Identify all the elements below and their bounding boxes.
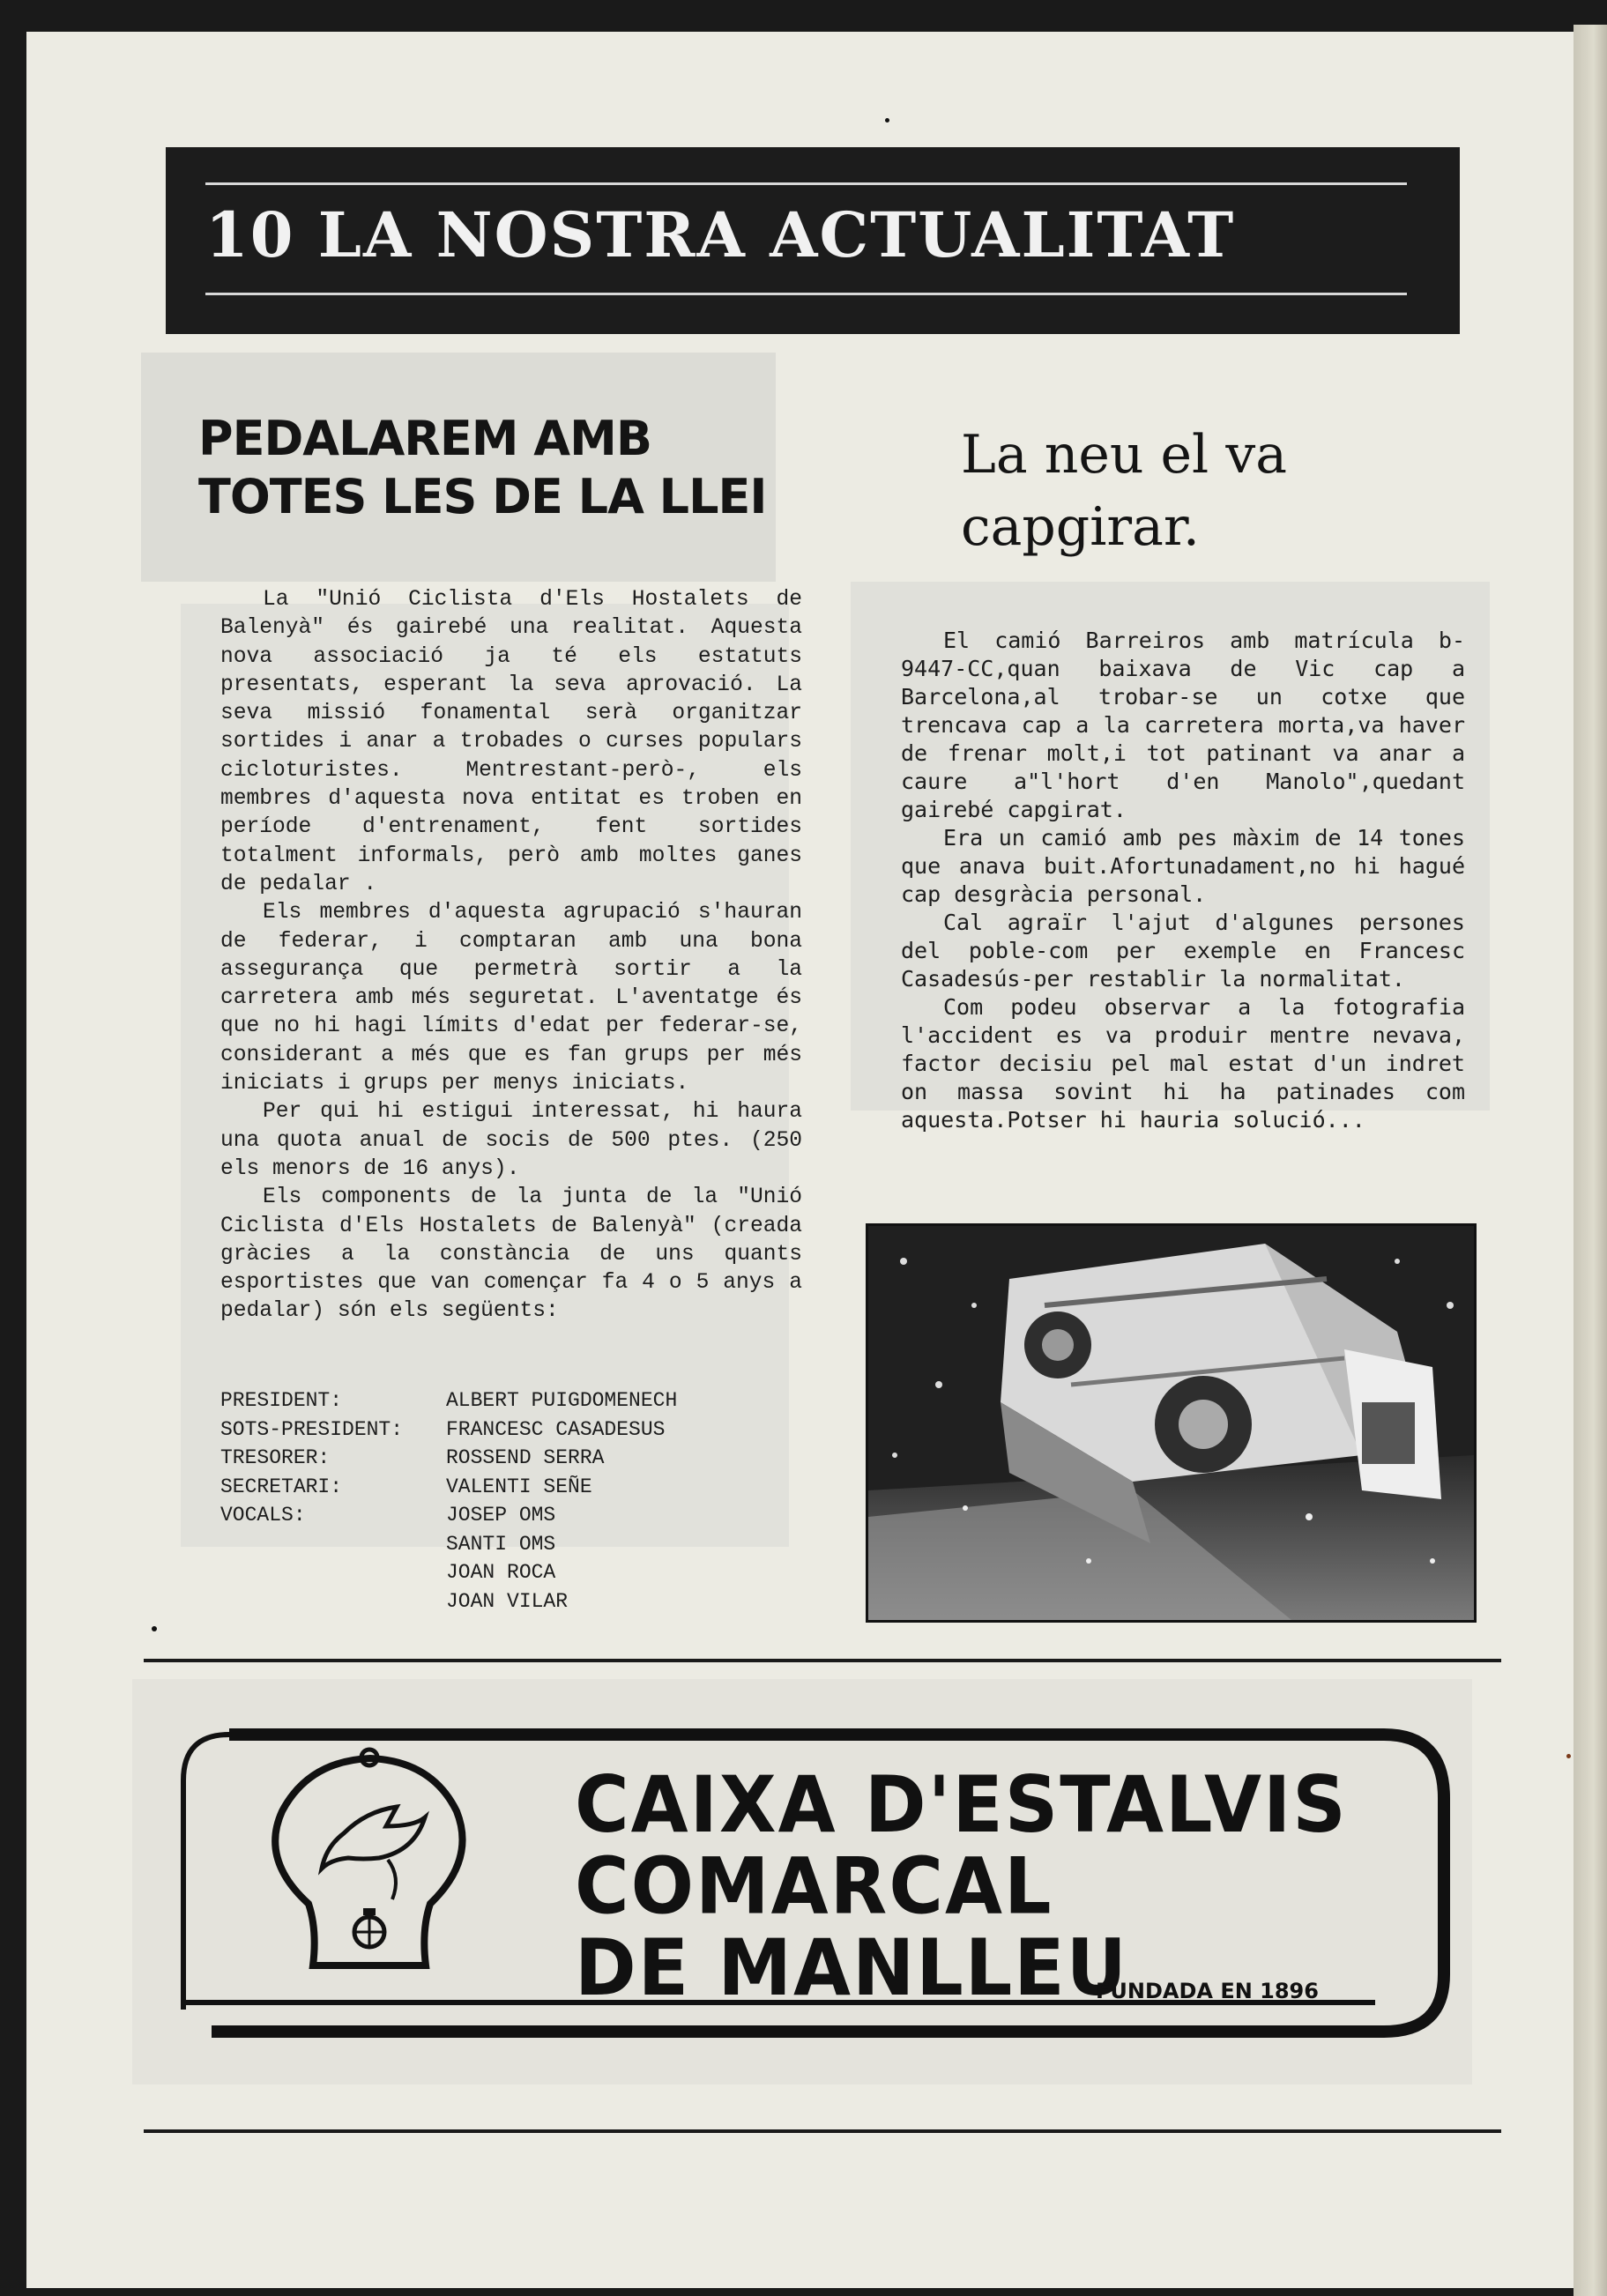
roster-role [220,1530,446,1559]
truck-photo-drawing [868,1226,1474,1620]
left-article-body [220,586,802,1326]
right-paragraph: El camió Barreiros amb matrícula b-9447-CC,quan baixava de Vic cap a Barcelona,al trobar-se un cotxe que trencava cap a la carretera morta,va haver de frenar molt,i tot patinant va anar a caure a"l'hort d'en Manolo",quedant gairebé capgirat. [901,628,1465,822]
roster-row [220,1473,802,1502]
roster-role: SOTS-PRESIDENT: [220,1417,404,1441]
roster-name: JOAN ROCA [446,1561,556,1584]
divider-top [144,1659,1501,1662]
roster-role: TRESORER: [220,1446,331,1469]
left-paragraph: Els membres d'aquesta agrupació s'hauran de federar, i comptaran amb una bona assegurança que permetrà sortir a la carretera amb més seguretat. L'aventatge és que no hi hagi límits d'edat per federar-se, considerant a més que es fan grups per més iniciats i grups per menys iniciats. [220,901,802,1096]
roster-row [220,1558,802,1587]
roster-name: FRANCESC CASADESUS [446,1417,666,1441]
roster-name: JOSEP OMS [446,1504,556,1527]
page-spine [1574,25,1607,2296]
left-article-headline: PEDALAREM AMB TOTES LES DE LA LLEI [198,411,767,524]
section-header-bar [166,147,1460,334]
section-title: 10 LA NOSTRA ACTUALITAT [205,198,1236,271]
right-paragraph: Com podeu observar a la fotografia l'accident es va produir mentre nevava, factor decisiu pel mal estat d'un indret on massa sovint hi ha patinades com aquesta.Potser hi hauria solució... [901,994,1465,1133]
left-paragraph: Els components de la junta de la "Unió Ciclista d'Els Hostalets de Balenyà" (creada gràcies a la constància de uns quants esportistes que van començar fa 4 o 5 anys a pedalar) són els següents: [220,1185,802,1324]
roster-row [220,1501,802,1530]
roster-name: SANTI OMS [446,1532,556,1556]
right-article-body [901,627,1465,1134]
roster-name: VALENTI SEÑE [446,1475,592,1498]
roster-role [220,1587,446,1616]
roster-role: VOCALS: [220,1504,306,1527]
right-paragraph: Cal agraïr l'ajut d'algunes persones del poble-com per exemple en Francesc Casadesús-per restablir la normalitat. [901,910,1465,992]
print-speck [152,1626,157,1631]
roster-row [220,1530,802,1559]
board-roster [220,1386,802,1616]
bank-name-line: DE MANLLEU [575,1921,1128,2013]
roster-role: PRESIDENT: [220,1389,343,1412]
roster-row [220,1386,802,1415]
dove-globe-icon [275,1750,462,1965]
print-speck [1566,1754,1571,1758]
bank-name-line: COMARCAL [575,1840,1053,1932]
roster-row [220,1444,802,1473]
roster-role [220,1558,446,1587]
roster-row [220,1415,802,1445]
roster-row [220,1587,802,1616]
roster-name: ALBERT PUIGDOMENECH [446,1389,678,1412]
truck-accident-photo [866,1223,1477,1623]
print-speck [885,118,889,123]
roster-name: JOAN VILAR [446,1589,569,1613]
right-paragraph: Era un camió amb pes màxim de 14 tones que anava buit.Afortunadament,no hi hagué cap desgràcia personal. [901,825,1465,907]
bank-name-line: CAIXA D'ESTALVIS [575,1759,1348,1851]
divider-bottom [144,2129,1501,2133]
roster-name: ROSSEND SERRA [446,1446,605,1469]
left-paragraph: La "Unió Ciclista d'Els Hostalets de Balenyà" és gairebé una realitat. Aquesta nova associació ja té els estatuts presentats, esperant la seva aprovació. La seva missió fonamental serà organitzar sortides i anar a trobades o curses populars cicloturistes. Mentrestant-però-, els membres d'aquesta nova entitat es troben en període d'entrenament, fent sortides totalment informals, però amb moltes ganes de pedalar . [220,588,802,896]
roster-role: SECRETARI: [220,1475,343,1498]
header-rule-bottom [205,293,1407,295]
left-paragraph: Per qui hi estigui interessat, hi haura una quota anual de socis de 500 ptes. (250 els menors de 16 anys). [220,1100,802,1181]
header-rule-top [205,182,1407,185]
bank-name [575,1759,1368,2013]
right-article-headline: La neu el va capgirar. [961,424,1287,558]
founded-year: FUNDADA EN 1896 [1096,1979,1319,2003]
